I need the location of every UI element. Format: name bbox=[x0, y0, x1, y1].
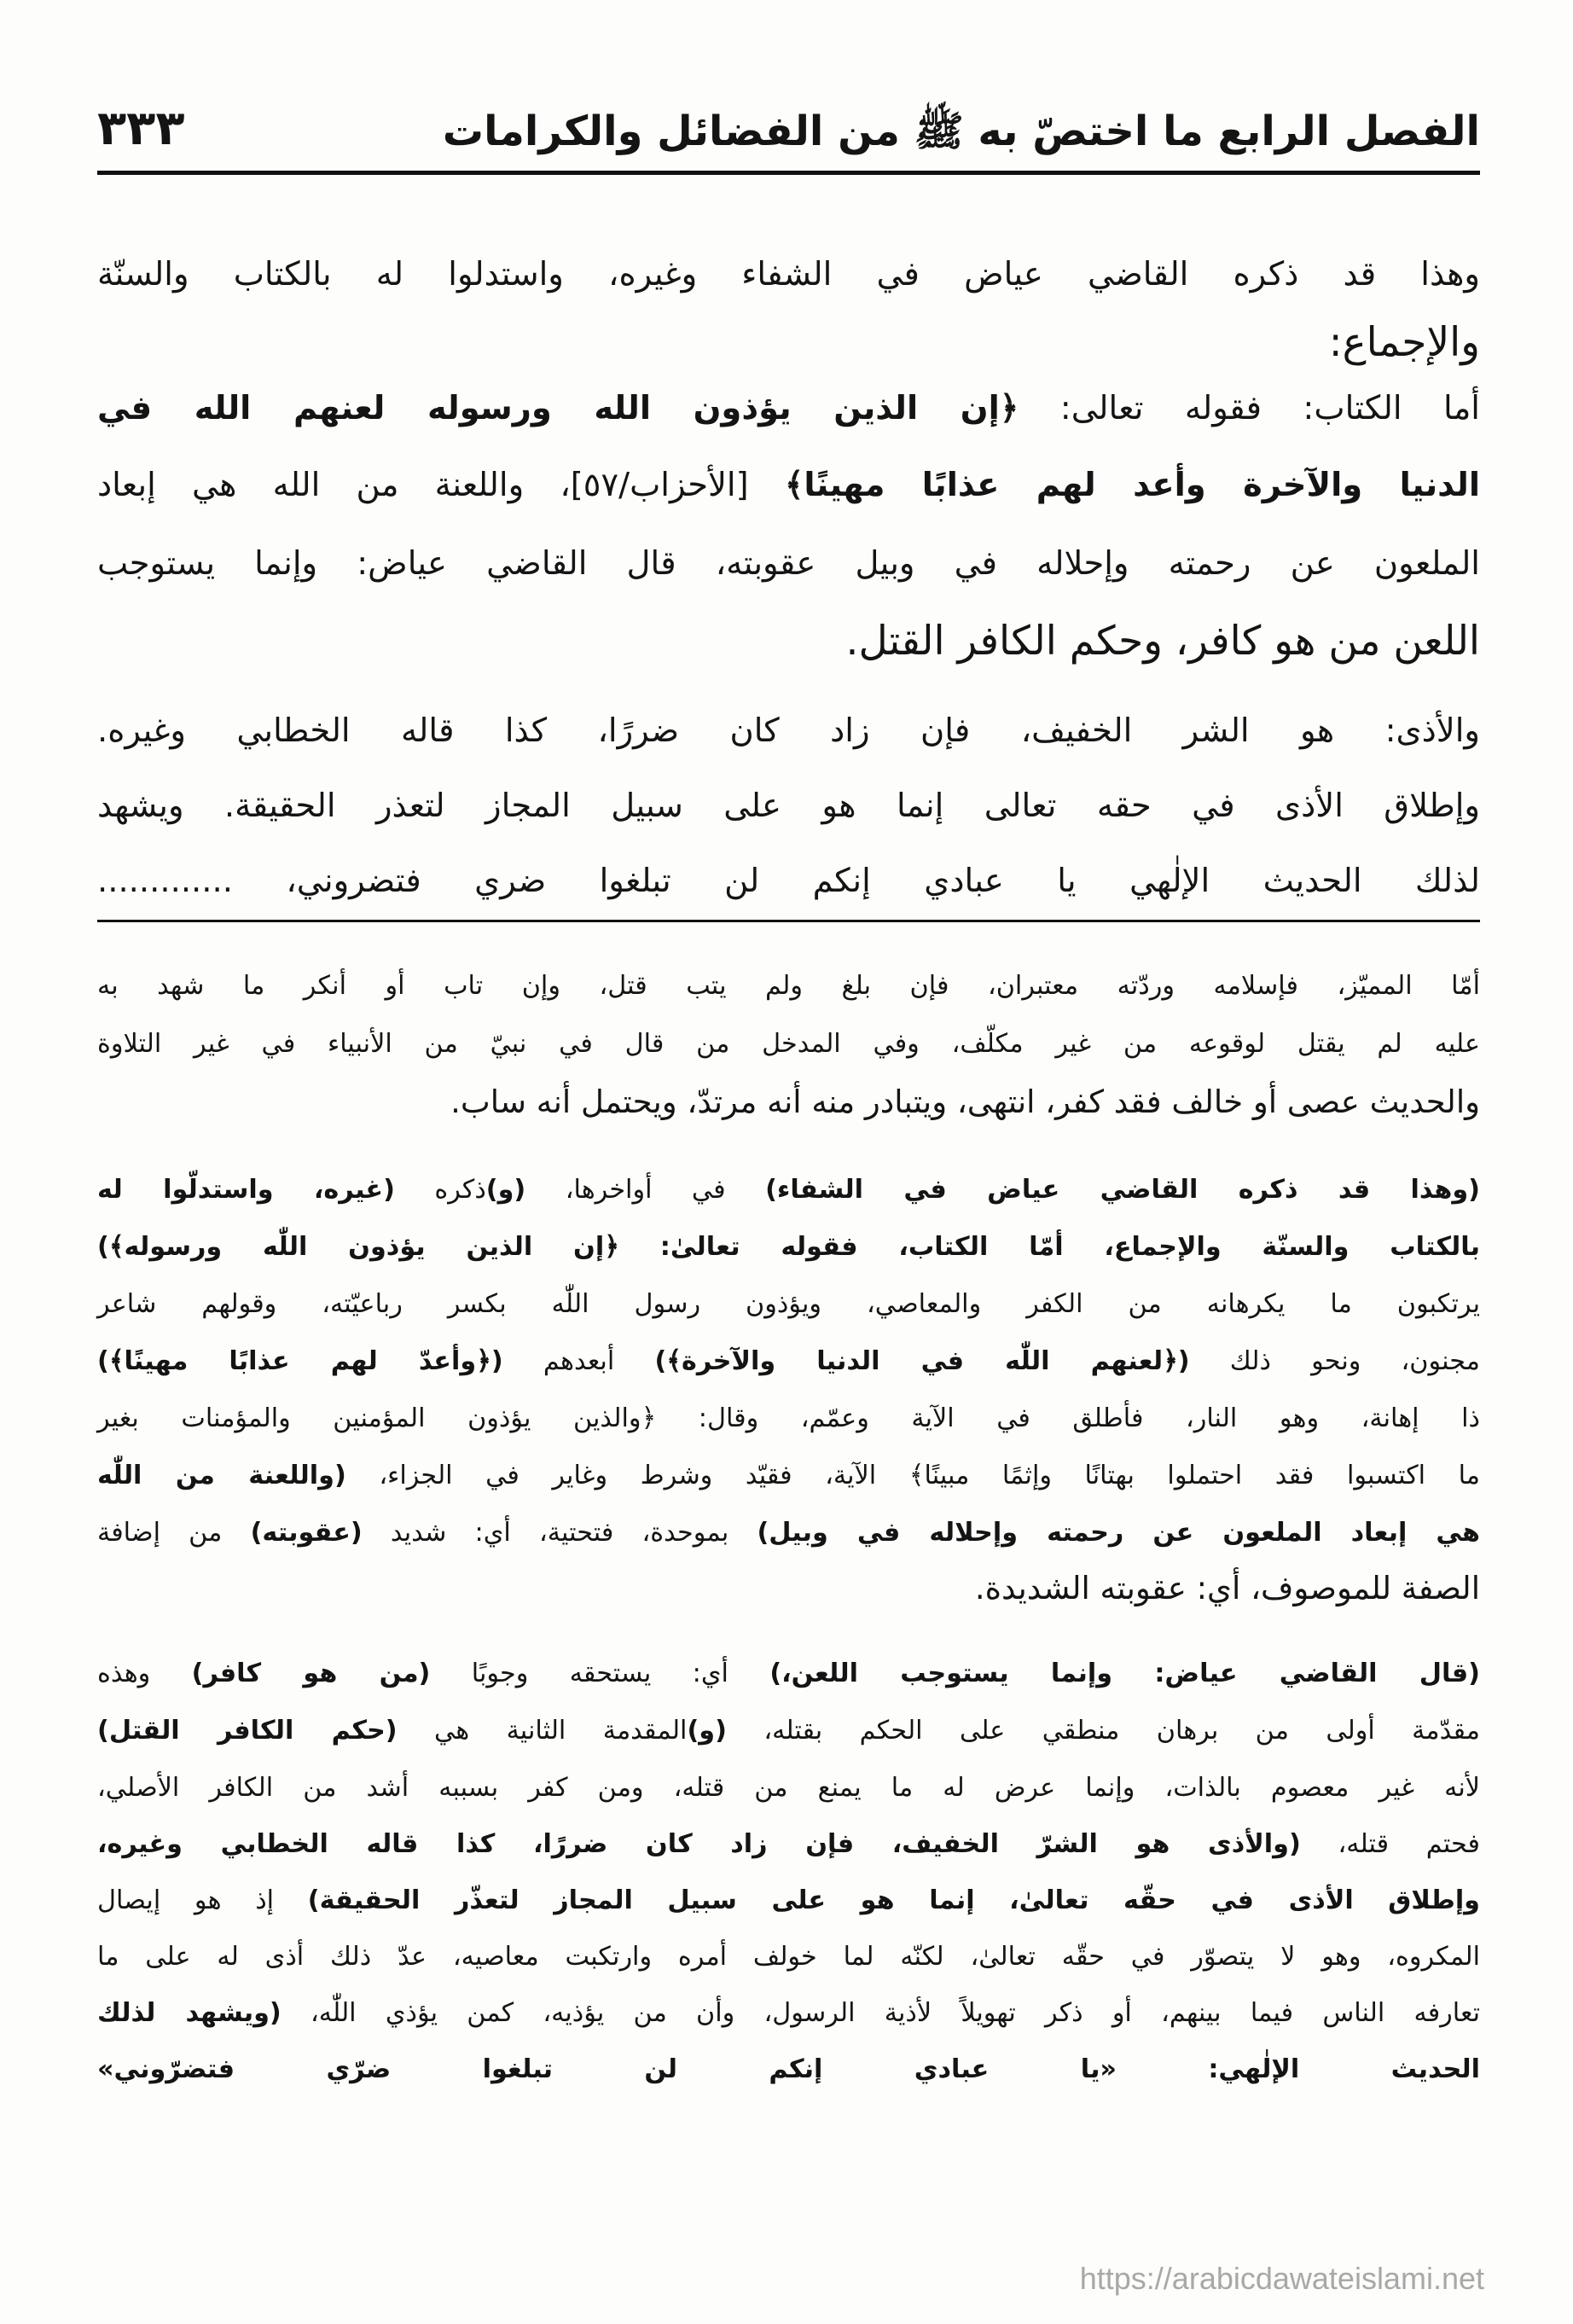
line-text bbox=[97, 1346, 1480, 1376]
line-text bbox=[97, 2054, 1480, 2084]
text-run: فحتم قتله، bbox=[1300, 1829, 1480, 1859]
text-run: تعارفه الناس فيما بينهم، أو ذكر تهويلاً لأذية الرسول، وأن من يؤذيه، كمن يؤذي اللّٰه، bbox=[281, 1998, 1480, 2028]
text-run: وهذا قد ذكره القاضي عياض في الشفاء وغيره، واستدلوا له بالكتاب والسنّة bbox=[97, 255, 1480, 293]
line-text bbox=[450, 1084, 1480, 1120]
quoted-base-text: وإطلاق الأذى في حقّه تعالىٰ، إنما هو على سبيل المجاز لتعذّر الحقيقة) bbox=[307, 1885, 1480, 1915]
commentary-line bbox=[97, 2044, 1480, 2095]
quoted-base-text: الدنيا والآخرة وأعد لهم عذابًا مهينًا﴾ bbox=[784, 466, 1481, 504]
line-text bbox=[846, 618, 1480, 665]
commentary-line bbox=[97, 1563, 1480, 1614]
commentary-line bbox=[97, 1932, 1480, 1983]
main-text-line bbox=[97, 375, 1480, 443]
text-run: ذا إهانة، وهو النار، فأطلق في الآية وعمّم، وقال: ﴿والذين يؤذون المؤمنين والمؤمنات بغير bbox=[97, 1403, 1480, 1433]
quoted-base-text: (واللعنة من اللّٰه bbox=[97, 1461, 346, 1490]
quoted-base-text: (غيره، واستدلّوا له bbox=[97, 1175, 395, 1205]
commentary-line bbox=[97, 961, 1480, 1012]
line-text bbox=[97, 1029, 1480, 1059]
quoted-base-text: ﴿إن الذين يؤذون الله ورسوله لعنهم الله في bbox=[97, 389, 1019, 427]
line-text bbox=[97, 862, 1480, 900]
commentary-line bbox=[97, 1450, 1480, 1502]
main-text-line bbox=[97, 772, 1480, 840]
commentary-line bbox=[97, 1165, 1480, 1216]
commentary-line bbox=[97, 1988, 1480, 2039]
main-text-line bbox=[97, 697, 1480, 765]
line-text bbox=[97, 1403, 1480, 1433]
commentary-line bbox=[97, 1336, 1480, 1387]
quoted-base-text: (و) bbox=[687, 1716, 727, 1746]
text-run: [الأحزاب/٥٧]، واللعنة من الله هي إبعاد bbox=[97, 466, 785, 504]
quoted-base-text: (من هو كافر) bbox=[191, 1659, 431, 1688]
quoted-base-text: (و) bbox=[485, 1175, 526, 1205]
text-run: الملعون عن رحمته وإحلاله في وبيل عقوبته، قال القاضي عياض: وإنما يستوجب bbox=[97, 544, 1480, 583]
quoted-base-text: بالكتاب والسنّة والإجماع، أمّا الكتاب، فقوله تعالىٰ: ﴿إن الذين يؤذون اللّٰه ورسوله﴾) bbox=[97, 1232, 1480, 1262]
line-text bbox=[97, 712, 1480, 750]
line-text bbox=[97, 1289, 1480, 1319]
line-text bbox=[97, 466, 1480, 504]
main-text-line bbox=[97, 241, 1480, 309]
quoted-base-text: الحديث الإلٰهي: «يا عبادي إنكم لن تبلغوا ضرّي فتضرّوني» bbox=[97, 2054, 1480, 2084]
text-run: من إضافة bbox=[97, 1518, 251, 1548]
commentary-separator-rule bbox=[97, 920, 1480, 922]
line-text bbox=[97, 389, 1480, 427]
main-text-line bbox=[97, 607, 1480, 676]
quoted-base-text: (قال القاضي عياض: وإنما يستوجب اللعن،) bbox=[769, 1659, 1480, 1688]
website-watermark: https://arabicdawateislami.net bbox=[1079, 2261, 1484, 2296]
text-run: مجنون، ونحو ذلك bbox=[1189, 1346, 1480, 1376]
commentary-line bbox=[97, 1222, 1480, 1273]
text-run: يرتكبون ما يكرهانه من الكفر والمعاصي، ويؤذون رسول اللّٰه بكسر رباعيّته، وقولهم شاعر bbox=[97, 1289, 1480, 1319]
text-run: مقدّمة أولى من برهان منطقي على الحكم بقتله، bbox=[726, 1716, 1480, 1746]
quoted-base-text: هي إبعاد الملعون عن رحمته وإحلاله في وبيل) bbox=[757, 1518, 1481, 1548]
line-text bbox=[97, 544, 1480, 583]
page-number: ٣٣٣ bbox=[97, 101, 185, 156]
text-run: أي: يستحقه وجوبًا bbox=[430, 1659, 770, 1688]
line-text bbox=[97, 1716, 1480, 1746]
commentary-line bbox=[97, 1763, 1480, 1814]
text-run: والإجماع: bbox=[1328, 319, 1480, 366]
text-run: اللعن من هو كافر، وحكم الكافر القتل. bbox=[845, 618, 1480, 665]
line-text bbox=[97, 1942, 1480, 1972]
commentary-line bbox=[97, 1705, 1480, 1757]
text-run: والأذى: هو الشر الخفيف، فإن زاد كان ضررًا، كذا قاله الخطابي وغيره. bbox=[97, 712, 1480, 750]
text-run: أبعدهم bbox=[502, 1346, 655, 1376]
text-run: لأنه غير معصوم بالذات، وإنما عرض له ما يمنع من قتله، ومن كفر بسببه أشد من الكافر الأصلي، bbox=[97, 1773, 1480, 1803]
line-text bbox=[975, 1570, 1480, 1606]
commentary-line bbox=[97, 1508, 1480, 1559]
line-text bbox=[97, 1518, 1480, 1548]
text-run: لذلك الحديث الإلٰهي يا عبادي إنكم لن تبلغوا ضري فتضروني، ............. bbox=[97, 862, 1480, 900]
text-run: بموحدة، فتحتية، أي: شديد bbox=[362, 1518, 757, 1548]
commentary-line bbox=[97, 1875, 1480, 1926]
text-run: المكروه، وهو لا يتصوّر في حقّه تعالىٰ، لكنّه لما خولف أمره وارتكبت معاصيه، عدّ ذلك أذى له على ما bbox=[97, 1942, 1480, 1972]
text-run: الصفة للموصوف، أي: عقوبته الشديدة. bbox=[974, 1570, 1480, 1606]
text-run: عليه لم يقتل لوقوعه من غير مكلّف، وفي المدخل من قال في نبيّ من الأنبياء في غير التلاوة bbox=[97, 1029, 1480, 1059]
commentary-line bbox=[97, 1279, 1480, 1330]
line-text bbox=[97, 1773, 1480, 1803]
commentary-line bbox=[97, 1019, 1480, 1070]
quoted-base-text: (ويشهد لذلك bbox=[97, 1998, 282, 2028]
commentary-line bbox=[97, 1819, 1480, 1870]
text-run: وهذه bbox=[97, 1659, 192, 1688]
text-run: إذ هو إيصال bbox=[97, 1885, 308, 1915]
line-text bbox=[97, 1461, 1480, 1490]
text-run: وإطلاق الأذى في حقه تعالى إنما هو على سبيل المجاز لتعذر الحقيقة. ويشهد bbox=[97, 787, 1480, 825]
line-text bbox=[97, 787, 1480, 825]
chapter-running-title: الفصل الرابع ما اختصّ به ﷺ من الفضائل والكرامات bbox=[442, 107, 1480, 155]
main-text-line bbox=[97, 309, 1480, 377]
commentary-line bbox=[97, 1393, 1480, 1444]
line-text bbox=[97, 1175, 1480, 1205]
text-run: أما الكتاب: فقوله تعالى: bbox=[1019, 389, 1480, 427]
quoted-base-text: (والأذى هو الشرّ الخفيف، فإن زاد كان ضررًا، كذا قاله الخطابي وغيره، bbox=[97, 1829, 1301, 1859]
main-text-line bbox=[97, 530, 1480, 598]
line-text bbox=[97, 255, 1480, 293]
line-text bbox=[97, 1659, 1480, 1688]
line-text bbox=[97, 1998, 1480, 2028]
text-run: المقدمة الثانية هي bbox=[397, 1716, 688, 1746]
text-run: ما اكتسبوا فقد احتملوا بهتانًا وإثمًا مبينًا﴾ الآية، فقيّد وشرط وغاير في الجزاء، bbox=[345, 1461, 1480, 1490]
line-text bbox=[1329, 319, 1480, 366]
text-run: والحديث عصى أو خالف فقد كفر، انتهى، ويتبادر منه أنه مرتدّ، ويحتمل أنه ساب. bbox=[450, 1084, 1480, 1120]
quoted-base-text: (﴿لعنهم اللّٰه في الدنيا والآخرة﴾) bbox=[654, 1346, 1190, 1376]
line-text bbox=[97, 1232, 1480, 1262]
main-text-line bbox=[97, 451, 1480, 520]
quoted-base-text: (حكم الكافر القتل) bbox=[97, 1716, 398, 1746]
commentary-line bbox=[97, 1077, 1480, 1128]
line-text bbox=[97, 1829, 1480, 1859]
line-text bbox=[97, 1885, 1480, 1915]
commentary-line bbox=[97, 1648, 1480, 1699]
main-text-line bbox=[97, 847, 1480, 915]
header-rule bbox=[97, 171, 1480, 175]
quoted-base-text: (وهذا قد ذكره القاضي عياض في الشفاء) bbox=[765, 1175, 1480, 1205]
text-run: في أواخرها، bbox=[525, 1175, 766, 1205]
line-text bbox=[97, 971, 1480, 1001]
quoted-base-text: (عقوبته) bbox=[250, 1518, 363, 1548]
text-run: ذكره bbox=[394, 1175, 486, 1205]
text-run: أمّا المميّز، فإسلامه وردّته معتبران، فإن بلغ ولم يتب قتل، وإن تاب أو أنكر ما شهد به bbox=[97, 971, 1480, 1001]
quoted-base-text: (﴿وأعدّ لهم عذابًا مهينًا﴾) bbox=[97, 1346, 503, 1376]
